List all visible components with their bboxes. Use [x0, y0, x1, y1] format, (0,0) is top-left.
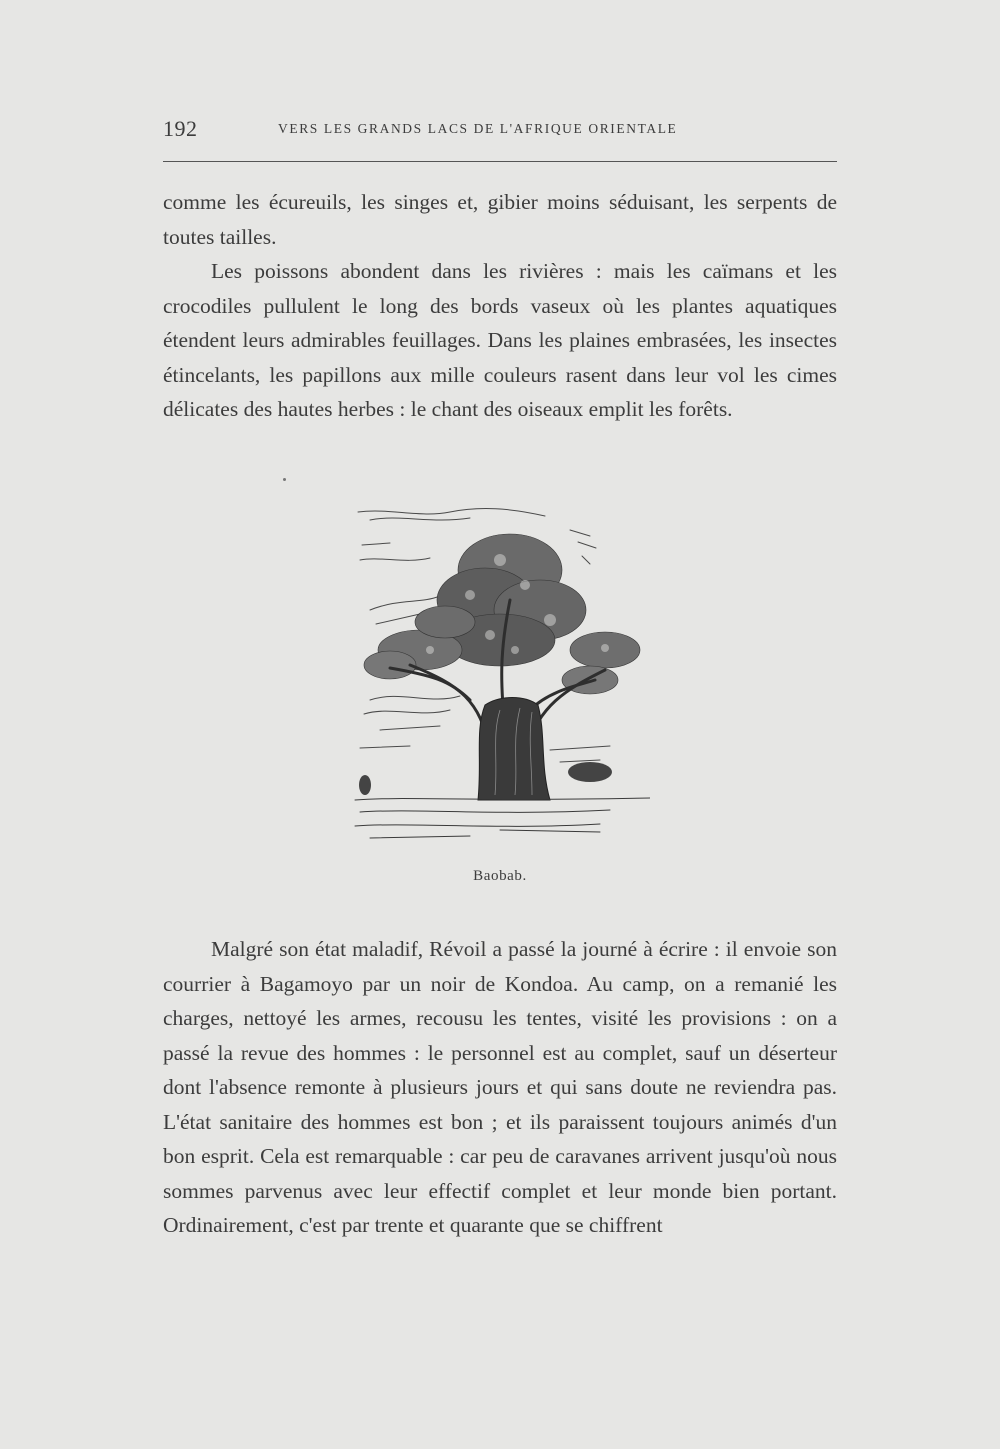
- text-block-top: [163, 185, 837, 427]
- page-number: 192: [163, 116, 198, 141]
- header-rule: [163, 161, 837, 162]
- paragraph: Les poissons abondent dans les rivières : mais les caïmans et les crocodiles pullulent le long des bords vaseux où les plantes aquatiques étendent leurs admirables feuillages. Dans les plaines embrasées, les insectes étincelants, les papillons aux mille couleurs rasent dans leur vol les cimes délicates des hautes herbes : le chant des oiseaux emplit les forêts.: [163, 259, 837, 421]
- text-block-bottom: [163, 932, 837, 1243]
- print-speck: [283, 478, 286, 481]
- baobab-illustration: [350, 500, 650, 850]
- running-title: VERS LES GRANDS LACS DE L'AFRIQUE ORIENTALE: [278, 121, 678, 136]
- paragraph: comme les écureuils, les singes et, gibier moins séduisant, les serpents de toutes tailles.: [163, 190, 837, 249]
- paragraph: Malgré son état maladif, Révoil a passé la journé à écrire : il envoie son courrier à Bagamoyo par un noir de Kondoa. Au camp, on a remanié les charges, nettoyé les armes, recousu les tentes, visité les provisions : on a passé la revue des hommes : le personnel est au complet, sauf un déserteur dont l'absence remonte à plusieurs jours et qui sans doute ne reviendra pas. L'état sanitaire des hommes est bon ; et ils paraissent toujours animés d'un bon esprit. Cela est remarquable : car peu de caravanes arrivent jusqu'où nous sommes parvenus avec leur effectif complet et leur monde bien portant. Ordinairement, c'est par trente et quarante que se chiffrent: [163, 937, 837, 1237]
- running-head: [163, 116, 837, 146]
- figure-caption: Baobab.: [473, 868, 527, 884]
